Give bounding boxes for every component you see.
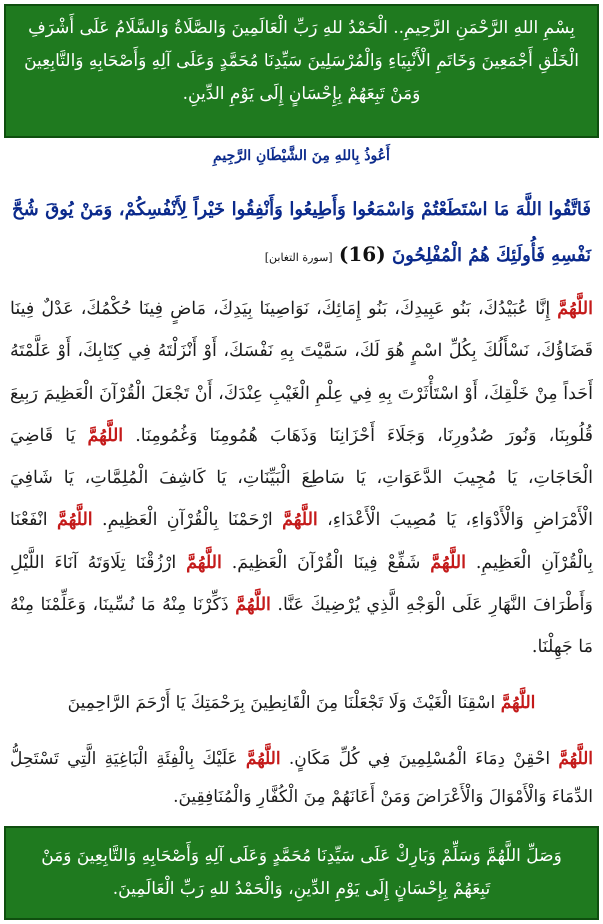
protection-dua-text-1: احْقِنْ دِمَاءَ الْمُسْلِمِينَ فِي كُلِّ مَكَانٍ. bbox=[288, 749, 551, 769]
verse-text: فَاتَّقُوا اللَّهَ مَا اسْتَطَعْتُمْ وَاسْمَعُوا وَأَطِيعُوا وَأَنْفِقُوا خَيْراً لِأَنْفُسِكُمْ، وَمَنْ يُوقَ شُحَّ نَفْسِهِ فَأُولَئِكَ هُمُ الْمُفْلِحُونَ bbox=[12, 199, 591, 266]
surah-reference: [سورة التغابن] bbox=[264, 251, 333, 264]
rain-dua-text: اسْقِنَا الْغَيْثَ وَلَا تَجْعَلْنَا مِنَ الْقَانِطِينَ بِرَحْمَتِكَ يَا أَرْحَمَ الرَّاحِمِينَ bbox=[67, 693, 496, 713]
allahumma-word: اللَّهُمَّ bbox=[558, 749, 593, 769]
quran-verse bbox=[12, 188, 591, 280]
allahumma-word: اللَّهُمَّ bbox=[87, 425, 124, 446]
allahumma-word: اللَّهُمَّ bbox=[245, 749, 281, 769]
footer-banner-text: وَصَلِّ اللَّهُمَّ وَسَلِّمْ وَبَارِكْ عَلَى سَيِّدِنَا مُحَمَّدٍ وَعَلَى آلِهِ وَأَصْحَابِهِ وَالتَّابِعِينَ وَمَنْ تَبِعَهُمْ بِإِحْسَانٍ إِلَى يَوْمِ الدِّينِ، وَالْحَمْدُ للهِ رَبِّ الْعَالَمِينَ. bbox=[41, 846, 562, 899]
footer-banner bbox=[4, 826, 599, 920]
dua-text-7: ذَكِّرْنَا مِنْهُ مَا نُسِّينَا، وَعَلِّمْنَا مِنْهُ مَا جَهِلْنَا. bbox=[10, 595, 593, 658]
allahumma-word: اللَّهُمَّ bbox=[56, 510, 93, 531]
protection-supplication bbox=[10, 740, 593, 816]
header-banner-text: بِسْمِ اللهِ الرَّحْمَنِ الرَّحِيمِ.. الْحَمْدُ للهِ رَبِّ الْعَالَمِينَ وَالصَّلَاةُ وَالسَّلَامُ عَلَى أَشْرَفِ الْخَلْقِ أَجْمَعِينَ وَخَاتَمِ الْأَنْبِيَاءِ وَالْمُرْسَلِينَ سَيِّدِنَا مُحَمَّدٍ وَعَلَى آلِهِ وَأَصْحَابِهِ وَالتَّابِعِينَ وَمَنْ تَبِعَهُمْ بِإِحْسَانٍ إِلَى يَوْمِ الدِّينِ. bbox=[24, 18, 579, 104]
allahumma-word: اللَّهُمَّ bbox=[430, 552, 466, 573]
taawudh-line: أَعُوذُ بِاللهِ مِنَ الشَّيْطَانِ الرَّجِيمِ bbox=[213, 148, 390, 164]
dua-text-6: ارْزُقْنَا تِلَاوَتَهُ آنَاءَ اللَّيْلِ وَأَطْرَافَ النَّهَارِ عَلَى الْوَجْهِ الَّذِي يُرْضِيكَ عَنَّا. bbox=[10, 552, 593, 616]
dua-text-4: انْفَعْنَا بِالْقُرْآنِ الْعَظِيمِ. bbox=[10, 510, 593, 573]
rain-supplication bbox=[10, 684, 593, 722]
supplication-block bbox=[10, 288, 593, 669]
allahumma-word: اللَّهُمَّ bbox=[282, 510, 318, 531]
allahumma-word: اللَّهُمَّ bbox=[235, 595, 271, 616]
dua-text-1: إِنَّا عُبَيْدُكَ، بَنُو عَبِيدِكَ، بَنُو إِمَائِكَ، نَوَاصِينَا بِيَدِكَ، مَاضٍ فِينَا حُكْمُكَ، عَدْلٌ فِينَا قَضَاؤُكَ، نَسْأَلُكَ بِكُلِّ اسْمٍ هُوَ لَكَ، سَمَّيْتَ بِهِ نَفْسَكَ، أَوْ أَنْزَلْتَهُ فِي كِتَابِكَ، أَوْ عَلَّمْتَهُ أَحَداً مِنْ خَلْقِكَ، أَوْ اسْتَأْثَرْتَ بِهِ فِي عِلْمِ الْغَيْبِ عِنْدَكَ، أَنْ تَجْعَلَ الْقُرْآنَ الْعَظِيمَ رَبِيعَ قُلُوبِنَا، وَنُورَ صُدُورِنَا، وَجَلَاءَ أَحْزَانِنَا وَذَهَابَ هُمُومِنَا وَغُمُومِنَا. bbox=[10, 299, 593, 446]
allahumma-word: اللَّهُمَّ bbox=[500, 693, 536, 713]
verse-number: (16) bbox=[338, 242, 386, 266]
dua-text-2: يَا قَاضِيَ الْحَاجَاتِ، يَا مُجِيبَ الدَّعَوَاتِ، يَا سَاطِعَ الْبَيِّنَاتِ، يَا كَاشِفَ الْمُلِمَّاتِ، يَا شَافِيَ الْأَمْرَاضِ وَالْأَدْوَاءِ، يَا مُصِيبَ الْأَعْدَاءِ، bbox=[10, 425, 593, 531]
header-banner bbox=[4, 4, 599, 138]
dua-text-5: شَفِّعْ فِينَا الْقُرْآنَ الْعَظِيمَ. bbox=[231, 552, 421, 573]
dua-text-3: ارْحَمْنَا بِالْقُرْآنِ الْعَظِيمِ. bbox=[102, 510, 273, 531]
protection-dua-text-2: عَلَيْكَ بِالْفِئَةِ الْبَاغِيَةِ الَّتِي تَسْتَحِلُّ الدِّمَاءَ وَالْأَمْوَالَ وَالْأَعْرَاضَ وَمَنْ أَعَانَهُمْ مِنَ الْكُفَّارِ وَالْمُنَافِقِينَ. bbox=[10, 749, 593, 807]
allahumma-word: اللَّهُمَّ bbox=[557, 299, 593, 319]
allahumma-word: اللَّهُمَّ bbox=[186, 552, 222, 573]
